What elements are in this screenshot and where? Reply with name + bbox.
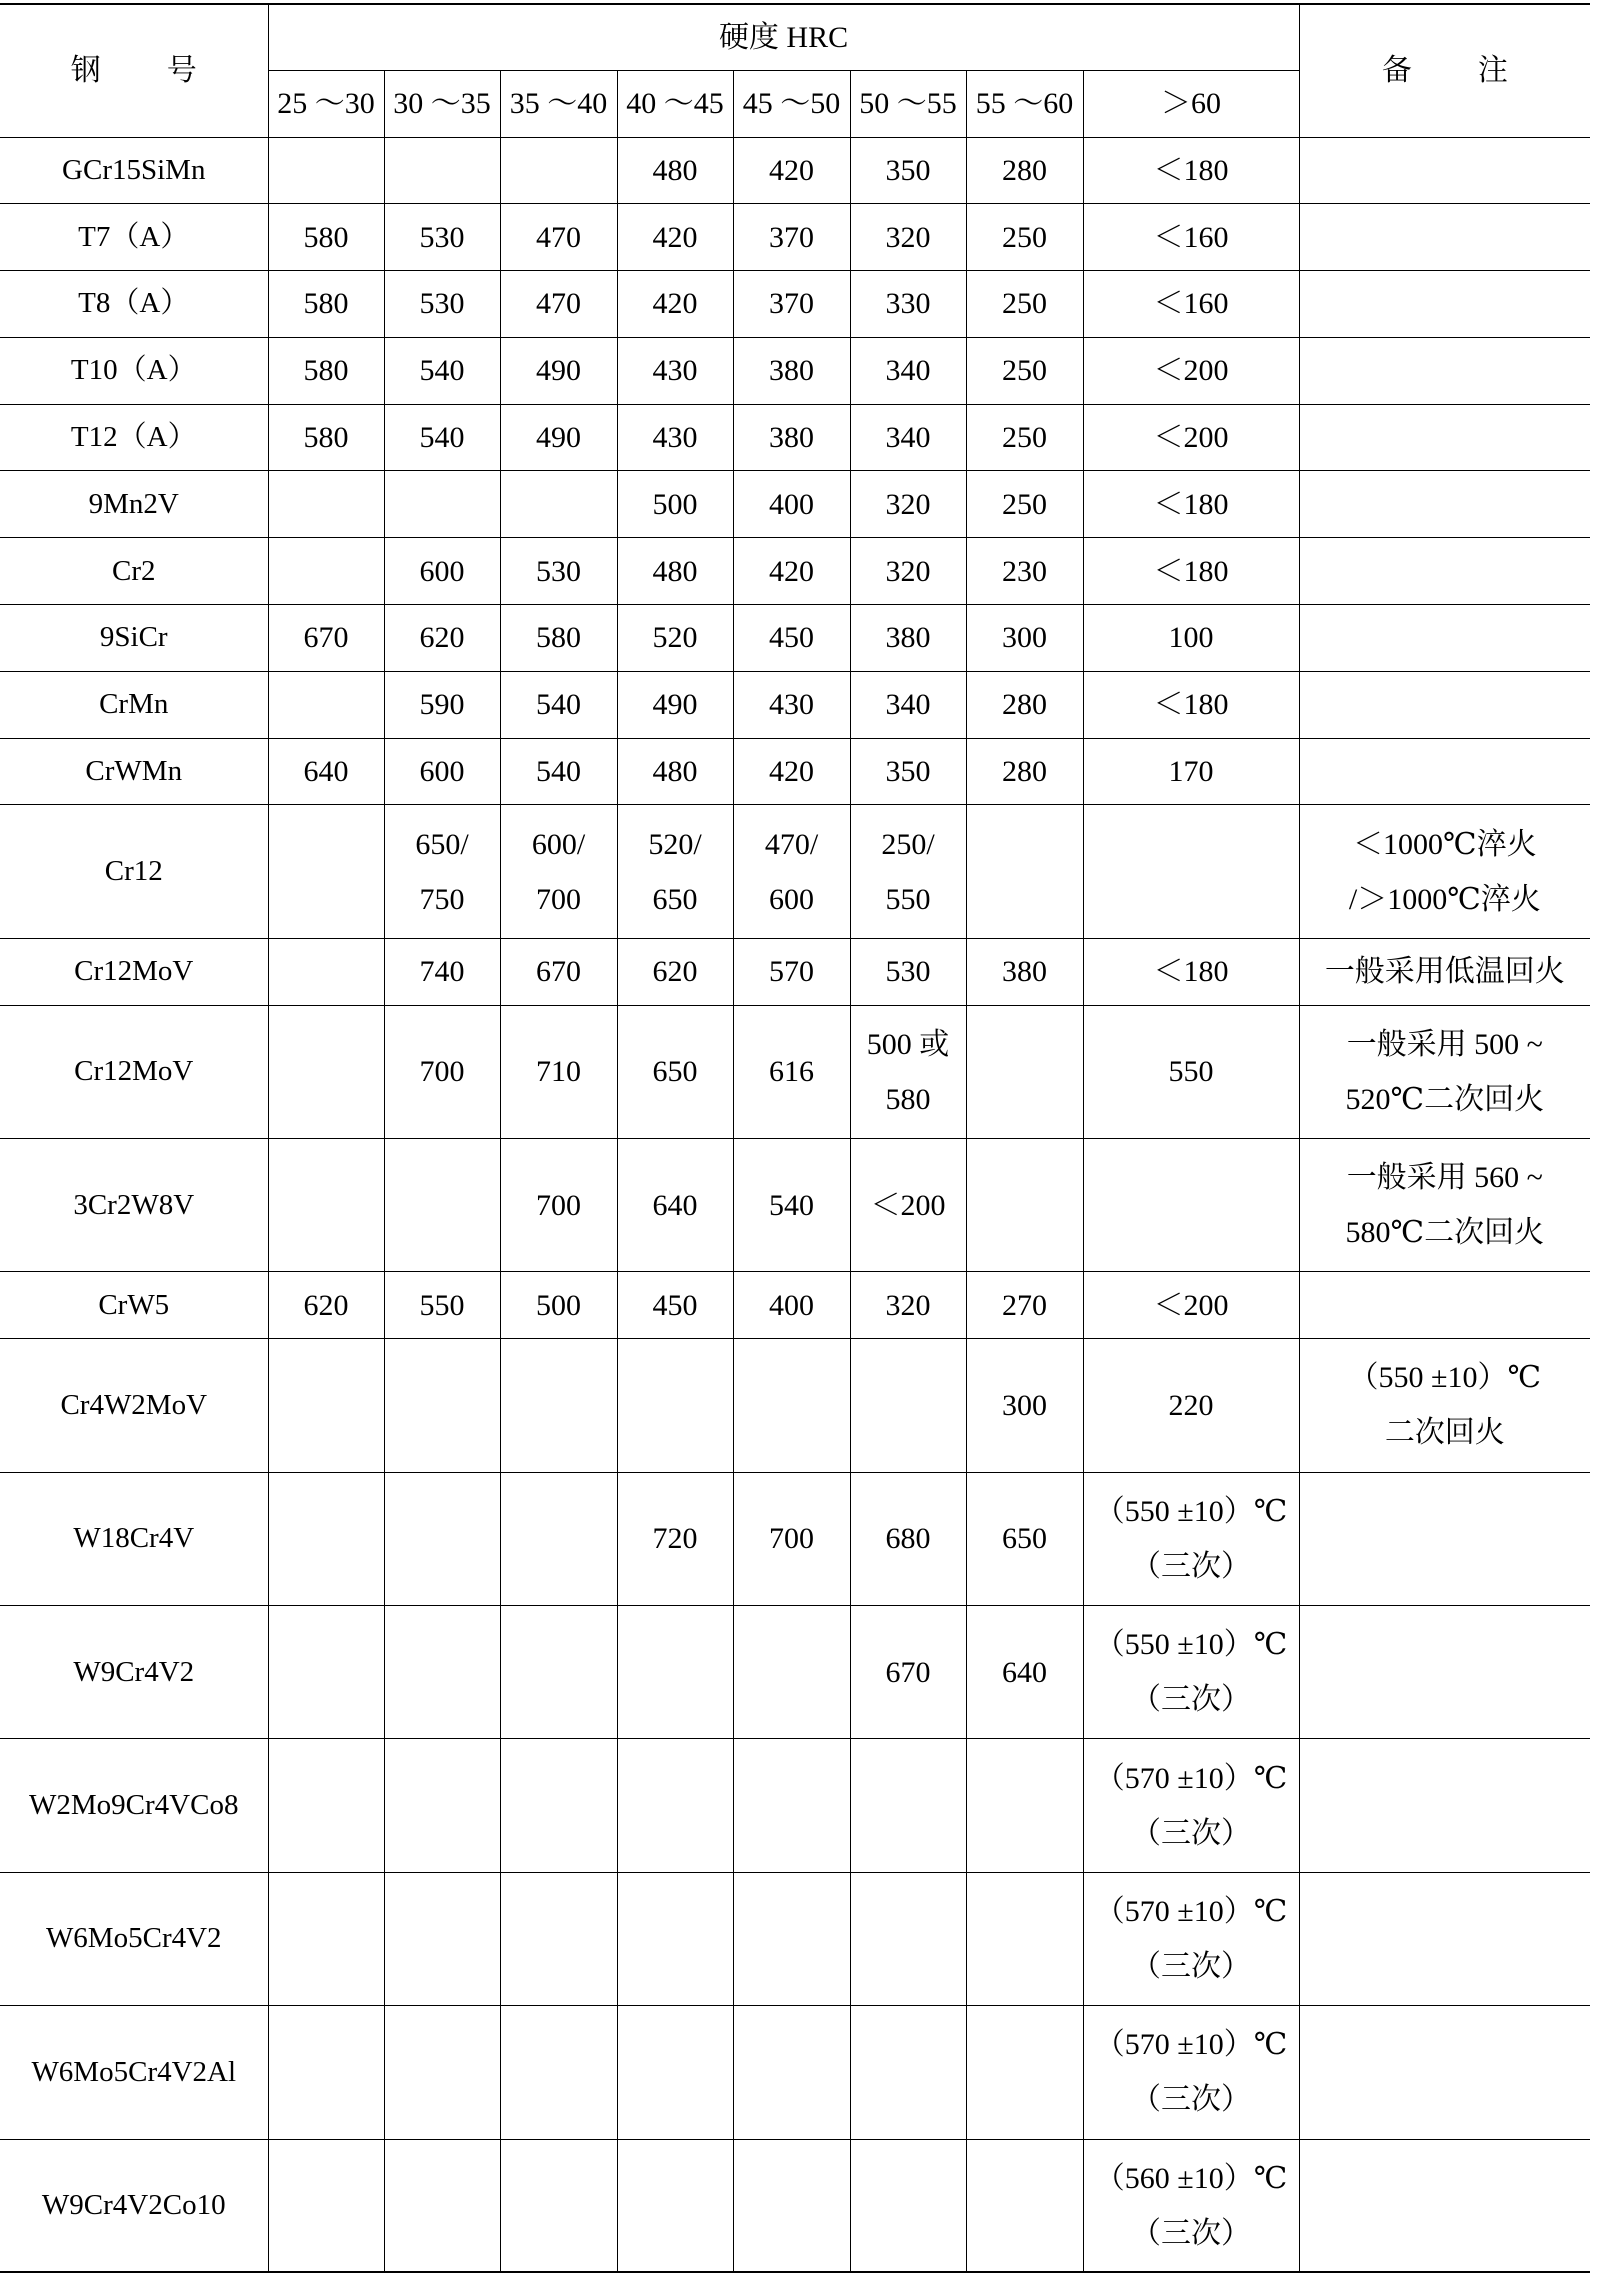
temperature-cell: 620 — [384, 605, 500, 672]
steel-grade-cell: CrMn — [0, 671, 268, 738]
temperature-cell: 400 — [733, 1272, 850, 1339]
temperature-cell — [268, 1339, 384, 1472]
temperature-cell: 700 — [500, 1139, 617, 1272]
temperature-cell: 500 — [500, 1272, 617, 1339]
temperature-cell: 580 — [268, 404, 384, 471]
remark-line: ＜1000℃淬火 — [1353, 827, 1537, 861]
temperature-cell — [617, 1739, 733, 1872]
range-header: 30 ～35 — [384, 70, 500, 137]
temperature-line: 520/ — [648, 827, 702, 861]
temperature-line: （三次） — [1131, 2216, 1252, 2250]
temperature-cell: 700 — [733, 1472, 850, 1605]
remark-cell — [1299, 1005, 1590, 1138]
table-row — [0, 1005, 1590, 1138]
temperature-cell — [966, 2139, 1083, 2272]
temperature-cell: 420 — [733, 738, 850, 805]
steel-grade-cell: W9Cr4V2 — [0, 1606, 268, 1739]
temperature-cell — [966, 1005, 1083, 1138]
table-row — [0, 204, 1590, 271]
temperature-line: 600 — [769, 882, 814, 916]
temperature-cell — [1083, 1472, 1299, 1605]
temperature-cell — [617, 805, 733, 938]
temperature-cell: 250 — [966, 471, 1083, 538]
steel-grade-cell: 3Cr2W8V — [0, 1139, 268, 1272]
temperature-cell — [617, 2006, 733, 2139]
temperature-cell — [733, 1606, 850, 1739]
temperature-cell: 280 — [966, 671, 1083, 738]
temperature-cell: 670 — [268, 605, 384, 672]
temperature-cell: 370 — [733, 271, 850, 338]
temperature-cell — [500, 805, 617, 938]
hardness-group-header: 硬度 HRC — [268, 4, 1299, 70]
remark-cell — [1299, 271, 1590, 338]
temperature-cell: 320 — [850, 204, 966, 271]
temperature-cell — [500, 1739, 617, 1872]
temperature-cell — [733, 1339, 850, 1472]
temperature-cell — [268, 538, 384, 605]
table-row — [0, 2006, 1590, 2139]
remark-cell — [1299, 1272, 1590, 1339]
temperature-cell: 430 — [733, 671, 850, 738]
temperature-cell: 480 — [617, 137, 733, 204]
temperature-cell — [617, 1606, 733, 1739]
temperature-cell — [850, 1005, 966, 1138]
table-row — [0, 1739, 1590, 1872]
temperature-cell: 600 — [384, 738, 500, 805]
temperature-cell: 380 — [966, 938, 1083, 1005]
temperature-cell: 320 — [850, 538, 966, 605]
temperature-cell — [384, 1139, 500, 1272]
temperature-cell — [1083, 2006, 1299, 2139]
remark-line: 一般采用 500 ~ — [1346, 1027, 1543, 1061]
temperature-cell: 300 — [966, 1339, 1083, 1472]
temperature-cell: 530 — [850, 938, 966, 1005]
temperature-cell — [850, 1339, 966, 1472]
steel-grade-cell: W6Mo5Cr4V2Al — [0, 2006, 268, 2139]
table-row — [0, 738, 1590, 805]
temperature-cell: ＜200 — [1083, 1272, 1299, 1339]
temperature-cell — [733, 1739, 850, 1872]
temperature-cell — [1083, 805, 1299, 938]
remark-cell — [1299, 538, 1590, 605]
temperature-cell: 350 — [850, 738, 966, 805]
temperature-cell — [268, 1872, 384, 2005]
temperature-cell: 550 — [384, 1272, 500, 1339]
steel-grade-cell: W2Mo9Cr4VCo8 — [0, 1739, 268, 1872]
table-row — [0, 538, 1590, 605]
temperature-cell: 480 — [617, 738, 733, 805]
temperature-cell — [500, 1472, 617, 1605]
temperature-cell — [617, 1872, 733, 2005]
remark-line: /＞1000℃淬火 — [1348, 882, 1541, 916]
temperature-cell: 230 — [966, 538, 1083, 605]
temperature-cell: ＜160 — [1083, 204, 1299, 271]
remark-cell — [1299, 938, 1590, 1005]
temperature-cell: 700 — [384, 1005, 500, 1138]
remark-cell — [1299, 1339, 1590, 1472]
remark-line: 520℃二次回火 — [1345, 1082, 1545, 1116]
temperature-cell — [500, 471, 617, 538]
temperature-cell — [384, 1339, 500, 1472]
remark-header: 备 注 — [1299, 4, 1590, 137]
range-header: 25 ～30 — [268, 70, 384, 137]
temperature-cell: 220 — [1083, 1339, 1299, 1472]
temperature-cell — [850, 1739, 966, 1872]
temperature-cell — [384, 471, 500, 538]
temperature-cell: 490 — [500, 337, 617, 404]
temperature-cell — [500, 1872, 617, 2005]
temperature-cell — [850, 805, 966, 938]
temperature-line: 500 或 — [866, 1027, 950, 1061]
temperature-cell: 580 — [268, 337, 384, 404]
temperature-cell: 540 — [500, 738, 617, 805]
temperature-cell: 380 — [733, 404, 850, 471]
temperature-cell: 320 — [850, 1272, 966, 1339]
temperature-cell: 370 — [733, 204, 850, 271]
table-row — [0, 337, 1590, 404]
temperature-cell: 570 — [733, 938, 850, 1005]
steel-grade-cell: 9Mn2V — [0, 471, 268, 538]
remark-cell — [1299, 137, 1590, 204]
steel-grade-cell: T10（A） — [0, 337, 268, 404]
temperature-cell: 350 — [850, 137, 966, 204]
temperature-cell — [733, 2139, 850, 2272]
steel-grade-cell: Cr12MoV — [0, 938, 268, 1005]
temperature-line: 550 — [885, 882, 931, 916]
temperature-line: 700 — [536, 882, 581, 916]
temperature-cell: 640 — [617, 1139, 733, 1272]
remark-cell — [1299, 2006, 1590, 2139]
temperature-cell: 450 — [617, 1272, 733, 1339]
temperature-cell — [268, 471, 384, 538]
table-row — [0, 137, 1590, 204]
temperature-cell — [268, 671, 384, 738]
temperature-line: （三次） — [1131, 2083, 1252, 2117]
temperature-cell: ＜180 — [1083, 538, 1299, 605]
temperature-cell: 740 — [384, 938, 500, 1005]
steel-grade-cell: 9SiCr — [0, 605, 268, 672]
temperature-cell: 380 — [850, 605, 966, 672]
temperature-cell — [500, 1339, 617, 1472]
remark-line: 一般采用 560 ~ — [1346, 1161, 1543, 1195]
temperature-cell: 170 — [1083, 738, 1299, 805]
temperature-cell: 540 — [384, 337, 500, 404]
temperature-cell — [384, 1606, 500, 1739]
table-row — [0, 671, 1590, 738]
table-row — [0, 1139, 1590, 1272]
remark-cell — [1299, 337, 1590, 404]
temperature-cell: 670 — [850, 1606, 966, 1739]
temperature-cell: 620 — [268, 1272, 384, 1339]
steel-header: 钢 号 — [0, 4, 268, 137]
steel-grade-cell: T8（A） — [0, 271, 268, 338]
temperature-cell: 530 — [384, 204, 500, 271]
temperature-cell — [733, 805, 850, 938]
temperature-cell: 650 — [966, 1472, 1083, 1605]
range-header: ＞60 — [1083, 70, 1299, 137]
table-row — [0, 2139, 1590, 2272]
temperature-cell: 470 — [500, 204, 617, 271]
temperature-cell — [850, 2139, 966, 2272]
temperature-cell: 250 — [966, 204, 1083, 271]
table-body — [0, 137, 1590, 2272]
temperature-cell — [1083, 1739, 1299, 1872]
temperature-cell — [966, 1872, 1083, 2005]
table-row — [0, 1472, 1590, 1605]
temperature-line: （560 ±10）℃ — [1094, 2161, 1288, 2195]
table-row — [0, 1339, 1590, 1472]
temperature-cell: ＜180 — [1083, 671, 1299, 738]
temperature-cell — [384, 805, 500, 938]
temperature-cell: 580 — [268, 204, 384, 271]
temperature-cell: 540 — [733, 1139, 850, 1272]
temperature-cell: 530 — [384, 271, 500, 338]
range-header: 40 ～45 — [617, 70, 733, 137]
remark-cell — [1299, 1739, 1590, 1872]
temperature-cell — [500, 2139, 617, 2272]
remark-line: （550 ±10）℃ — [1348, 1361, 1542, 1395]
remark-line: 二次回火 — [1384, 1416, 1505, 1450]
temperature-cell: 530 — [500, 538, 617, 605]
remark-cell — [1299, 404, 1590, 471]
temperature-line: 580 — [885, 1082, 931, 1116]
temperature-cell: 650 — [617, 1005, 733, 1138]
steel-grade-cell: GCr15SiMn — [0, 137, 268, 204]
table-row — [0, 404, 1590, 471]
temperature-line: （570 ±10）℃ — [1094, 2028, 1288, 2062]
temperature-cell: 280 — [966, 137, 1083, 204]
temperature-line: （570 ±10）℃ — [1094, 1894, 1288, 1928]
temperature-cell — [1083, 2139, 1299, 2272]
temperature-line: 750 — [419, 882, 465, 916]
temperature-cell: 250 — [966, 271, 1083, 338]
temperature-cell: 280 — [966, 738, 1083, 805]
temperature-cell: 520 — [617, 605, 733, 672]
steel-grade-cell: Cr4W2MoV — [0, 1339, 268, 1472]
steel-grade-cell: W6Mo5Cr4V2 — [0, 1872, 268, 2005]
table-row — [0, 805, 1590, 938]
temperature-cell — [500, 137, 617, 204]
temperature-cell — [733, 1872, 850, 2005]
temperature-cell: 340 — [850, 337, 966, 404]
temperature-cell: 540 — [500, 671, 617, 738]
temperature-cell: 710 — [500, 1005, 617, 1138]
temperature-cell: 720 — [617, 1472, 733, 1605]
remark-cell — [1299, 2139, 1590, 2272]
remark-cell — [1299, 805, 1590, 938]
temperature-cell: 670 — [500, 938, 617, 1005]
table-row — [0, 271, 1590, 338]
temperature-cell — [850, 1872, 966, 2005]
steel-grade-cell: W9Cr4V2Co10 — [0, 2139, 268, 2272]
steel-grade-cell: Cr2 — [0, 538, 268, 605]
temperature-cell: 320 — [850, 471, 966, 538]
temperature-cell — [268, 1472, 384, 1605]
temperature-cell: 250 — [966, 404, 1083, 471]
steel-grade-cell: CrWMn — [0, 738, 268, 805]
temperature-cell: 580 — [500, 605, 617, 672]
remark-cell — [1299, 671, 1590, 738]
remark-line: 580℃二次回火 — [1345, 1216, 1545, 1250]
temperature-cell: 340 — [850, 671, 966, 738]
temperature-line: （三次） — [1131, 1816, 1252, 1850]
temperature-cell: 100 — [1083, 605, 1299, 672]
steel-grade-cell: CrW5 — [0, 1272, 268, 1339]
remark-cell — [1299, 1139, 1590, 1272]
temperature-cell: 640 — [966, 1606, 1083, 1739]
temperature-cell: 550 — [1083, 1005, 1299, 1138]
temperature-cell: ＜180 — [1083, 137, 1299, 204]
temperature-cell: 600 — [384, 538, 500, 605]
tempering-temperature-table — [0, 3, 1590, 2273]
range-header: 35 ～40 — [500, 70, 617, 137]
remark-cell — [1299, 605, 1590, 672]
temperature-cell — [268, 805, 384, 938]
temperature-cell — [617, 1339, 733, 1472]
remark-cell — [1299, 738, 1590, 805]
table-row — [0, 1872, 1590, 2005]
temperature-cell: 450 — [733, 605, 850, 672]
temperature-line: （570 ±10）℃ — [1094, 1761, 1288, 1795]
temperature-cell — [500, 1606, 617, 1739]
temperature-cell — [966, 1739, 1083, 1872]
range-header: 45 ～50 — [733, 70, 850, 137]
temperature-cell — [268, 2139, 384, 2272]
temperature-cell — [268, 1606, 384, 1739]
temperature-cell: ＜180 — [1083, 471, 1299, 538]
temperature-cell: 500 — [617, 471, 733, 538]
header-row-1 — [0, 4, 1590, 70]
temperature-cell — [268, 2006, 384, 2139]
temperature-cell — [268, 938, 384, 1005]
temperature-cell: 300 — [966, 605, 1083, 672]
temperature-cell — [1083, 1139, 1299, 1272]
range-header: 50 ～55 — [850, 70, 966, 137]
temperature-cell — [500, 2006, 617, 2139]
temperature-cell — [268, 1739, 384, 1872]
temperature-line: 250/ — [881, 827, 935, 861]
table-row — [0, 605, 1590, 672]
temperature-cell: ＜160 — [1083, 271, 1299, 338]
temperature-cell: 430 — [617, 337, 733, 404]
temperature-cell: ＜200 — [1083, 337, 1299, 404]
temperature-cell: 680 — [850, 1472, 966, 1605]
temperature-line: 470/ — [764, 827, 819, 861]
remark-cell — [1299, 1606, 1590, 1739]
temperature-cell: 250 — [966, 337, 1083, 404]
temperature-cell: 490 — [500, 404, 617, 471]
temperature-cell — [966, 2006, 1083, 2139]
temperature-line: 600/ — [531, 827, 586, 861]
temperature-cell: 470 — [500, 271, 617, 338]
temperature-cell — [384, 2139, 500, 2272]
temperature-cell — [617, 2139, 733, 2272]
temperature-cell: 540 — [384, 404, 500, 471]
temperature-cell — [1083, 1872, 1299, 2005]
temperature-cell — [268, 1139, 384, 1272]
temperature-cell: 430 — [617, 404, 733, 471]
temperature-cell — [384, 2006, 500, 2139]
temperature-cell: 640 — [268, 738, 384, 805]
temperature-cell — [384, 137, 500, 204]
temperature-cell: 420 — [617, 204, 733, 271]
steel-grade-cell: T7（A） — [0, 204, 268, 271]
steel-grade-cell: W18Cr4V — [0, 1472, 268, 1605]
range-header: 55 ～60 — [966, 70, 1083, 137]
temperature-cell: 330 — [850, 271, 966, 338]
remark-cell — [1299, 471, 1590, 538]
temperature-line: （550 ±10）℃ — [1094, 1494, 1288, 1528]
temperature-cell: 590 — [384, 671, 500, 738]
temperature-cell — [384, 1872, 500, 2005]
remark-cell — [1299, 1472, 1590, 1605]
temperature-cell — [1083, 1606, 1299, 1739]
temperature-cell: 270 — [966, 1272, 1083, 1339]
temperature-cell — [966, 805, 1083, 938]
table-row — [0, 1272, 1590, 1339]
temperature-cell — [268, 1005, 384, 1138]
temperature-cell: 620 — [617, 938, 733, 1005]
table-row — [0, 938, 1590, 1005]
steel-grade-cell: Cr12 — [0, 805, 268, 938]
temperature-cell: 420 — [733, 137, 850, 204]
remark-cell — [1299, 204, 1590, 271]
table-row — [0, 1606, 1590, 1739]
temperature-line: 650/ — [415, 827, 469, 861]
temperature-cell — [268, 137, 384, 204]
temperature-line: （三次） — [1131, 1683, 1252, 1717]
temperature-cell — [384, 1739, 500, 1872]
temperature-cell — [384, 1472, 500, 1605]
temperature-cell: 420 — [733, 538, 850, 605]
temperature-cell — [733, 2006, 850, 2139]
temperature-cell: 400 — [733, 471, 850, 538]
remark-line: 一般采用低温回火 — [1324, 955, 1565, 989]
temperature-cell: 580 — [268, 271, 384, 338]
steel-grade-cell: Cr12MoV — [0, 1005, 268, 1138]
temperature-cell: ＜200 — [1083, 404, 1299, 471]
temperature-cell — [850, 2006, 966, 2139]
temperature-cell: 420 — [617, 271, 733, 338]
temperature-cell: 340 — [850, 404, 966, 471]
temperature-line: （550 ±10）℃ — [1094, 1628, 1288, 1662]
temperature-cell: ＜180 — [1083, 938, 1299, 1005]
temperature-line: 650 — [652, 882, 698, 916]
temperature-cell: 380 — [733, 337, 850, 404]
temperature-cell: ＜200 — [850, 1139, 966, 1272]
temperature-line: （三次） — [1131, 1549, 1252, 1583]
steel-grade-cell: T12（A） — [0, 404, 268, 471]
temperature-cell — [966, 1139, 1083, 1272]
table-row — [0, 471, 1590, 538]
remark-cell — [1299, 1872, 1590, 2005]
temperature-cell: 490 — [617, 671, 733, 738]
temperature-cell: 480 — [617, 538, 733, 605]
temperature-cell: 616 — [733, 1005, 850, 1138]
temperature-line: （三次） — [1131, 1949, 1252, 1983]
